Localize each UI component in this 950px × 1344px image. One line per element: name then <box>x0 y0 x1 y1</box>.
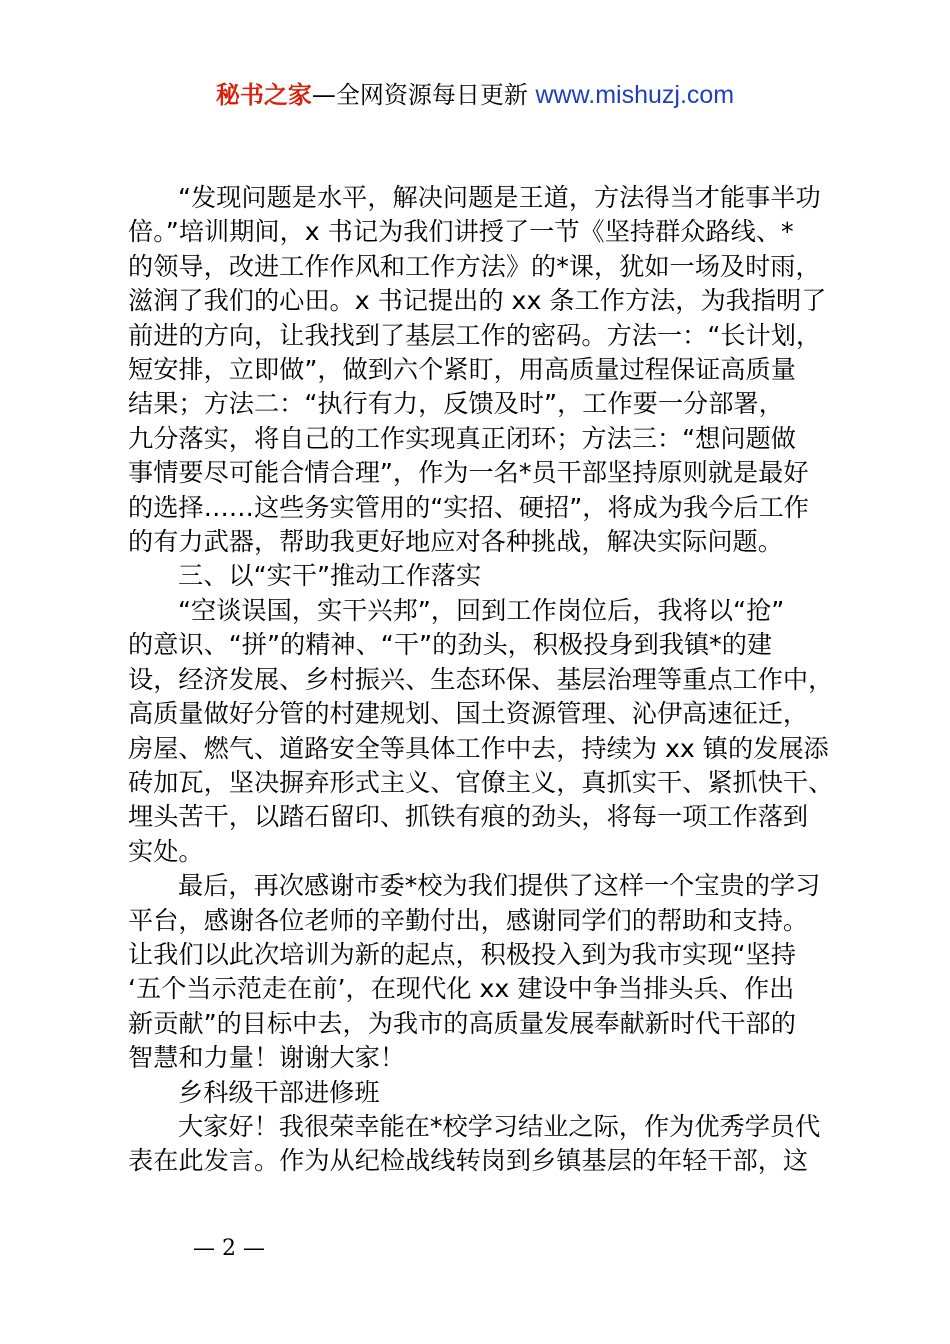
page-number: — 2 — <box>193 1236 265 1261</box>
text-line: 的有力武器，帮助我更好地应对各种挑战，解决实际问题。 <box>128 527 783 557</box>
text-line: 让我们以此次培训为新的起点，积极投入到为我市实现“坚持 <box>128 939 796 969</box>
text-line: 砖加瓦，坚决摒弃形式主义、官僚主义，真抓实干、紧抓快干、 <box>128 767 834 797</box>
text-line: 最后，再次感谢市委*校为我们提供了这样一个宝贵的学习 <box>178 871 821 901</box>
section-heading: 乡科级干部进修班 <box>178 1077 380 1107</box>
document-body <box>128 181 840 1179</box>
site-watermark-header <box>0 78 950 112</box>
text-line: 埋头苦干，以踏石留印、抓铁有痕的劲头，将每一项工作落到 <box>128 802 809 832</box>
text-line: 短安排，立即做”，做到六个紧盯，用高质量过程保证高质量 <box>128 355 796 385</box>
text-line: 的选择……这些务实管用的“实招、硬招”，将成为我今后工作 <box>128 492 809 522</box>
text-line: 滋润了我们的心田。x 书记提出的 xx 条工作方法，为我指明了 <box>128 286 827 316</box>
text-line: 事情要尽可能合情合理”，作为一名*员干部坚持原则就是最好 <box>128 458 809 488</box>
text-line: 结果；方法二：“执行有力，反馈及时”，工作要一分部署， <box>128 389 784 419</box>
text-line: ‘五个当示范走在前’，在现代化 xx 建设中争当排头兵、作出 <box>128 974 795 1004</box>
text-line: 前进的方向，让我找到了基层工作的密码。方法一：“长计划， <box>128 320 822 350</box>
text-line: 表在此发言。作为从纪检战线转岗到乡镇基层的年轻干部，这 <box>128 1146 809 1176</box>
text-line: 设，经济发展、乡村振兴、生态环保、基层治理等重点工作中， <box>128 664 834 694</box>
text-line: 智慧和力量！谢谢大家！ <box>128 1043 406 1073</box>
text-line: 房屋、燃气、道路安全等具体工作中去，持续为 xx 镇的发展添 <box>128 733 829 763</box>
text-line: 倍。”培训期间，x 书记为我们讲授了一节《坚持群众路线、* <box>128 217 794 247</box>
text-line: “空谈误国，实干兴邦”，回到工作岗位后，我将以“抢” <box>178 595 785 625</box>
text-line: 九分落实，将自己的工作实现真正闭环；方法三：“想问题做 <box>128 423 796 453</box>
text-line: 新贡献”的目标中去，为我市的高质量发展奉献新时代干部的 <box>128 1008 796 1038</box>
text-line: 平台，感谢各位老师的辛勤付出，感谢同学们的帮助和支持。 <box>128 905 809 935</box>
site-url: www.mishuzj.com <box>535 81 735 109</box>
text-line: 实处。 <box>128 836 204 866</box>
text-line: 的意识、“拼”的精神、“干”的劲头，积极投身到我镇*的建 <box>128 630 773 660</box>
section-heading: 三、以“实干”推动工作落实 <box>178 561 482 591</box>
text-line: 的领导，改进工作作风和工作方法》的*课，犹如一场及时雨， <box>128 251 821 281</box>
brand-name: 秘书之家 <box>215 81 312 109</box>
text-line: 高质量做好分管的村建规划、国土资源管理、沁伊高速征迁， <box>128 699 809 729</box>
header-tagline: —全网资源每日更新 <box>311 81 528 109</box>
text-line: 大家好！我很荣幸能在*校学习结业之际，作为优秀学员代 <box>178 1111 821 1141</box>
text-line: “发现问题是水平，解决问题是王道，方法得当才能事半功 <box>178 183 821 212</box>
